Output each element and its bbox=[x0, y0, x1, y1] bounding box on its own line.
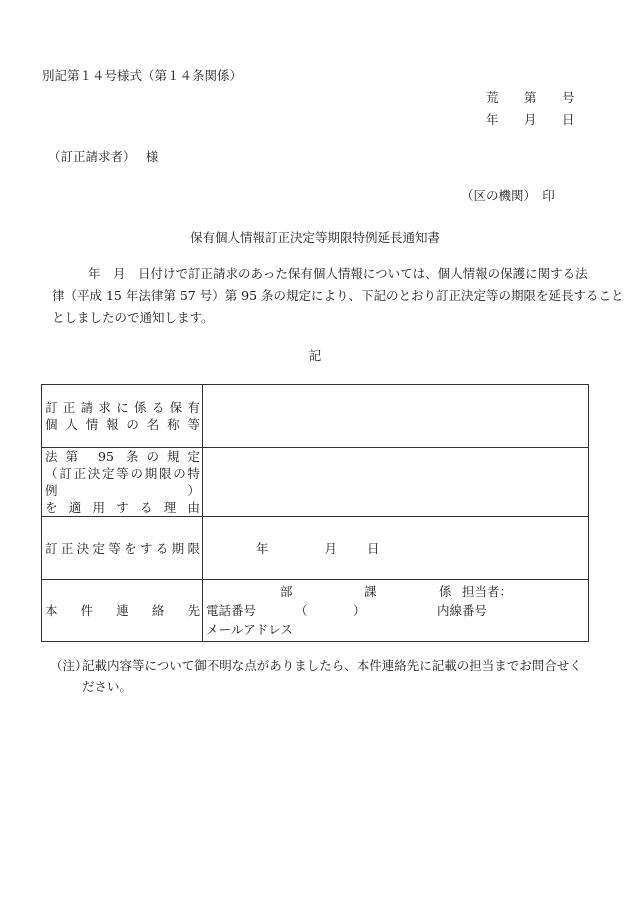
value-deadline[interactable] bbox=[203, 517, 589, 580]
label-reason bbox=[42, 448, 203, 517]
contact-phone-label: 電話番号 bbox=[206, 603, 257, 618]
table-row-reason bbox=[42, 448, 589, 517]
deadline-year: 年 bbox=[256, 541, 269, 556]
date-year: 年 bbox=[486, 112, 499, 127]
label-line: 法第 95 条の規定 bbox=[45, 449, 200, 464]
contact-email-line bbox=[203, 620, 588, 639]
body-line-3: としましたので通知します。 bbox=[52, 310, 214, 325]
label-contact bbox=[42, 580, 203, 642]
ki-heading: 記 bbox=[308, 348, 322, 363]
document-title: 保有個人情報訂正決定等期限特例延長通知書 bbox=[189, 230, 440, 245]
contact-extension-label: 内線番号 bbox=[437, 603, 488, 618]
contact-paren-open: （ bbox=[295, 603, 308, 618]
contact-paren-close: ） bbox=[353, 603, 366, 618]
ref-dai: 第 bbox=[524, 90, 537, 105]
deadline-month: 月 bbox=[324, 541, 337, 556]
contact-email-label: メールアドレス bbox=[206, 622, 293, 637]
label-deadline bbox=[42, 517, 203, 580]
footnote-text: 記載内容等について御不明な点がありましたら、本件連絡先に記載の担当までお問合せください。 bbox=[82, 658, 582, 694]
label-line: （訂正決定等の期限の特例） bbox=[45, 466, 200, 498]
contact-phone-line bbox=[203, 601, 588, 620]
body-line-1: 年 月 日付けで訂正請求のあった保有個人情報については、個人情報の保護に関する法 bbox=[88, 266, 588, 281]
ref-prefix: 荒 bbox=[486, 90, 499, 105]
form-number: 別記第１４号様式（第１４条関係） bbox=[42, 68, 243, 83]
table-row-info-name bbox=[42, 385, 589, 448]
value-info-name[interactable] bbox=[203, 385, 589, 448]
label-line: 訂正決定等をする期限 bbox=[45, 540, 200, 556]
date-day: 日 bbox=[562, 112, 575, 127]
deadline-day: 日 bbox=[366, 541, 380, 556]
table-row-deadline bbox=[42, 517, 589, 580]
ref-gou: 号 bbox=[562, 90, 575, 105]
footnote-lead: （注） bbox=[50, 658, 88, 673]
requester-addressee: （訂正請求者） 様 bbox=[48, 149, 159, 164]
contact-ka: 課 bbox=[364, 584, 377, 599]
reference-number-row bbox=[486, 87, 600, 109]
contact-department-line bbox=[203, 582, 588, 601]
value-contact[interactable] bbox=[203, 580, 589, 642]
notice-body bbox=[52, 263, 624, 329]
contact-kakari: 係 bbox=[439, 584, 452, 599]
value-reason[interactable] bbox=[203, 448, 589, 517]
table-row-contact bbox=[42, 580, 589, 642]
details-table bbox=[41, 384, 589, 642]
label-line: 個人情報の名称等 bbox=[45, 417, 200, 432]
footnote bbox=[50, 655, 590, 697]
label-info-name bbox=[42, 385, 203, 448]
label-line: 本件連絡先 bbox=[45, 603, 200, 618]
reference-number-block bbox=[486, 87, 600, 131]
label-line: を適用する理由 bbox=[45, 500, 200, 515]
issuing-agency: （区の機関） 印 bbox=[461, 188, 555, 203]
body-line-2: 律（平成 15 年法律第 57 号）第 95 条の規定により、下記のとおり訂正決定等の期限を延長すること bbox=[52, 288, 624, 303]
date-month: 月 bbox=[524, 112, 537, 127]
label-line: 訂正請求に係る保有 bbox=[45, 400, 200, 415]
date-row bbox=[486, 109, 600, 131]
contact-tantou: 担当者： bbox=[462, 584, 513, 599]
contact-bu: 部 bbox=[280, 584, 293, 599]
